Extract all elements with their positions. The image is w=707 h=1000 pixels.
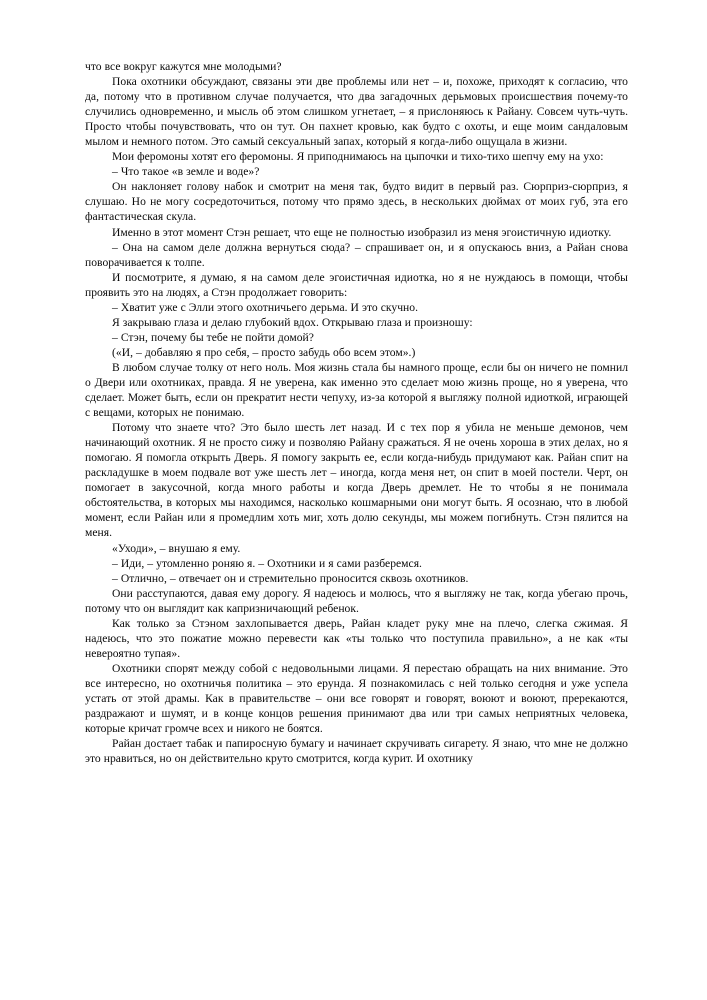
- paragraph: Мои феромоны хотят его феромоны. Я приподнимаюсь на цыпочки и тихо-тихо шепчу ему на ухо:: [112, 150, 604, 164]
- paragraph: Они расступаются, давая ему дорогу. Я надеюсь и молюсь, что я выгляжу не так, когда убегаю прочь, потому что он выглядит как капризничающий ребенок.: [85, 586, 628, 615]
- paragraph: Потому что знаете что? Это было шесть лет назад. И с тех пор я убила не меньше демонов, чем начинающий охотник. Я не просто сижу и позволяю Райану сражаться. Я не очень хороша в этих делах, но я помогаю. Я помогла открыть Дверь. Я помогу закрыть ее, если когда-нибудь придумают как. Райан спит на раскладушке в моем подвале вот уже шесть лет – иногда, когда меня нет, он спит в моей постели. Черт, он помогает в закусочной, когда много работы и когда Дверь дремлет. Не то чтобы я не понимала обстоятельства, в которых мы находимся, насколько кошмарными они могут быть. Я осознаю, что в любой момент, если Райан или я промедлим хоть миг, хоть долю секунды, мы можем погибнуть. Стэн пялится на меня.: [85, 421, 628, 540]
- paragraph: Как только за Стэном захлопывается дверь, Райан кладет руку мне на плечо, слегка сжимая. Я надеюсь, что это пожатие можно перевести как «ты только что поступила правильно», а не как «ты невероятно тупая».: [85, 616, 628, 660]
- paragraph: Пока охотники обсуждают, связаны эти две проблемы или нет – и, похоже, приходят к согласию, что да, потому что в противном случае получается, что два загадочных дерьмовых происшествия почему-то случились одновременно, и мысль об этом слишком угнетает, – я прислоняюсь к Райану. Совсем чуть-чуть. Просто чтобы почувствовать, что он тут. Он пахнет кровью, как будто с охоты, и еще моим сандаловым мылом и немного потом. Это самый сексуальный запах, который я когда-либо ощущала в жизни.: [85, 75, 628, 149]
- paragraph-dialogue: – Стэн, почему бы тебе не пойти домой?: [112, 330, 314, 344]
- paragraph-dialogue: – Что такое «в земле и воде»?: [112, 165, 260, 179]
- paragraph-dialogue: «Уходи», – внушаю я ему.: [112, 541, 241, 555]
- paragraph: И посмотрите, я думаю, я на самом деле эгоистичная идиотка, но я не нуждаюсь в помощи, чтобы проявить это на людях, а Стэн продолжает говорить:: [85, 270, 628, 299]
- paragraph-dialogue: – Хватит уже с Элли этого охотничьего дерьма. И это скучно.: [112, 300, 418, 314]
- paragraph: В любом случае толку от него ноль. Моя жизнь стала бы намного проще, если бы он ничего не помнил о Двери или охотниках, правда. Я не уверена, как именно это сделает мою жизнь проще, но я уверена, что сделает. Может быть, если он прекратит нести чепуху, из-за которой я выгляжу полной идиоткой, играющей с вещами, которых не понимаю.: [85, 360, 628, 420]
- text-column: [85, 59, 628, 766]
- paragraph: что все вокруг кажутся мне молодыми?: [85, 60, 282, 73]
- paragraph-dialogue: – Она на самом деле должна вернуться сюда? – спрашивает он, и я опускаюсь вниз, а Райан снова поворачивается к толпе.: [85, 240, 628, 269]
- paragraph: Я закрываю глаза и делаю глубокий вдох. Открываю глаза и произношу:: [112, 315, 473, 329]
- paragraph: Охотники спорят между собой с недовольными лицами. Я перестаю обращать на них внимание. Это все интересно, но охотничья политика – это ерунда. Я познакомилась с ней только сегодня и уже успела устать от этой драмы. Как в правительстве – они все говорят и говорят, воюют и воюют, пререкаются, раздражают и шумят, и в конце концов решения принимают два или три самых неприятных человека, которые кричат громче всех и никого не боятся.: [85, 661, 628, 736]
- paragraph: Райан достает табак и папиросную бумагу и начинает скручивать сигарету. Я знаю, что мне не должно это нравиться, но он действительно круто смотрится, когда курит. И охотнику: [85, 737, 628, 766]
- paragraph-dialogue: – Иди, – утомленно роняю я. – Охотники и я сами разберемся.: [112, 556, 422, 570]
- paragraph: Именно в этот момент Стэн решает, что еще не полностью изобразил из меня эгоистичную идиотку.: [112, 225, 612, 239]
- paragraph-dialogue: – Отлично, – отвечает он и стремительно проносится сквозь охотников.: [112, 571, 469, 585]
- paragraph: Он наклоняет голову набок и смотрит на меня так, будто видит в первый раз. Сюрприз-сюрприз, я слушаю. Но не могу сосредоточиться, потому что прямо здесь, в нескольких дюймах от моих губ, эта его фантастическая скула.: [85, 180, 628, 224]
- paragraph-parenthetical: («И, – добавляю я про себя, – просто забудь обо всем этом».): [112, 345, 416, 359]
